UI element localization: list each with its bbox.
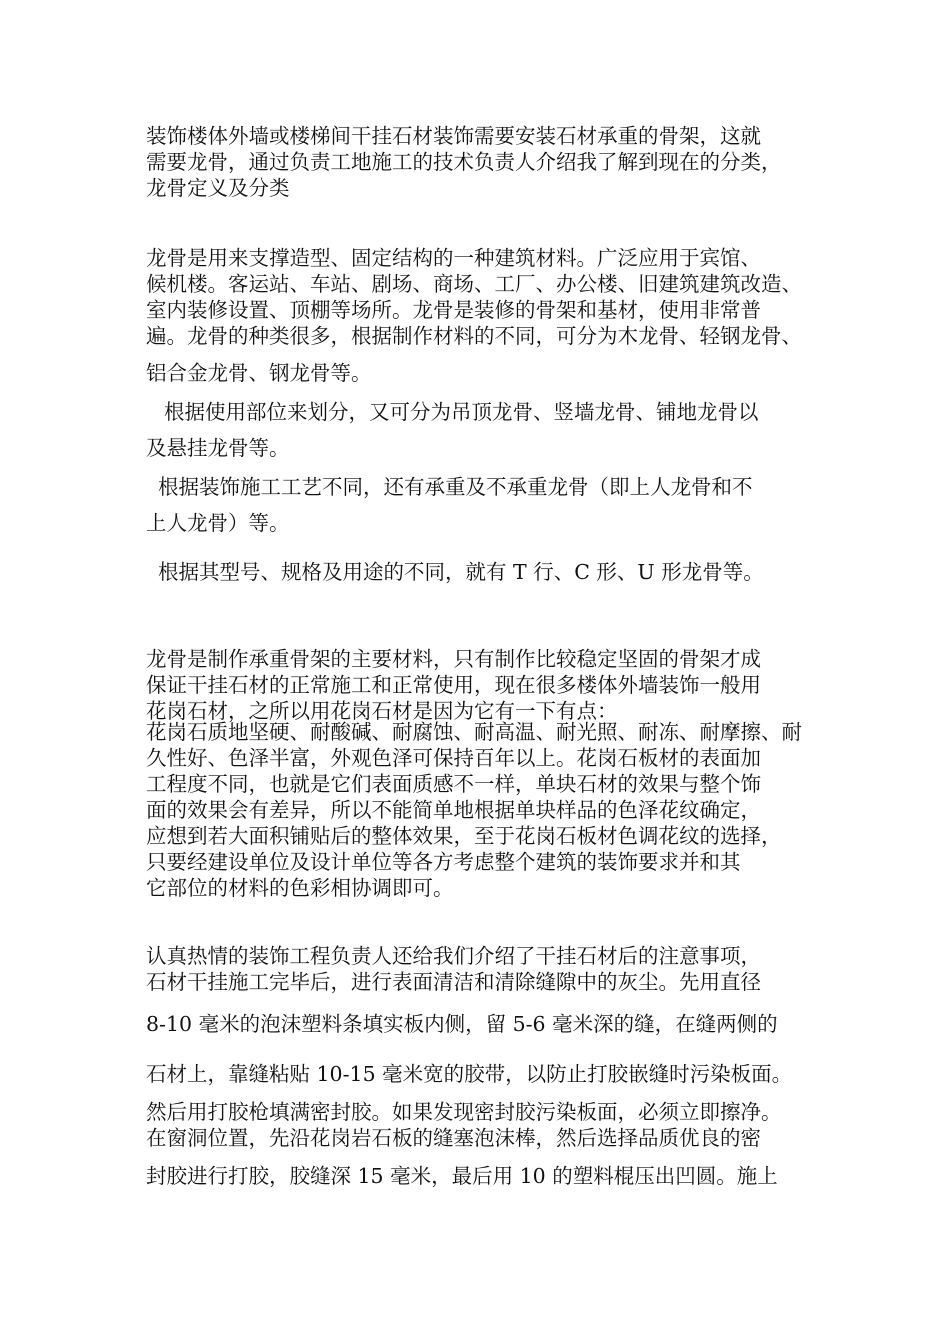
text-line: 保证干挂石材的正常施工和正常使用，现在很多楼体外墙装饰一般用 — [146, 673, 761, 697]
text-line: 室内装修设置、顶棚等场所。龙骨是装修的骨架和基材，使用非常普 — [146, 298, 761, 322]
text-line: 候机楼。客运站、车站、剧场、商场、工厂、办公楼、旧建筑建筑改造、 — [146, 272, 802, 296]
text-line: 只要经建设单位及设计单位等各方考虑整个建筑的装饰要求并和其 — [146, 850, 741, 874]
text-line: 在窗洞位置，先沿花岗岩石板的缝塞泡沫棒，然后选择品质优良的密 — [146, 1126, 761, 1150]
text-line: 花岗石材，之所以用花岗石材是因为它有一下有点： — [146, 699, 618, 723]
text-line: 8-10 毫米的泡沫塑料条填实板内侧，留 5-6 毫米深的缝，在缝两侧的 — [146, 1012, 778, 1036]
text-line: 及悬挂龙骨等。 — [146, 436, 290, 460]
text-line: 遍。龙骨的种类很多，根据制作材料的不同，可分为木龙骨、轻钢龙骨、 — [146, 324, 802, 348]
text-line: 石材上，靠缝粘贴 10-15 毫米宽的胶带，以防止打胶嵌缝时污染板面。 — [146, 1062, 793, 1086]
text-line: 认真热情的装饰工程负责人还给我们介绍了干挂石材后的注意事项， — [146, 944, 761, 968]
text-line: 需要龙骨，通过负责工地施工的技术负责人介绍我了解到现在的分类， — [146, 150, 782, 174]
text-line: 龙骨定义及分类 — [146, 176, 290, 200]
text-line: 久性好、色泽半富，外观色泽可保持百年以上。花岗石板材的表面加 — [146, 746, 761, 770]
text-line: 根据其型号、规格及用途的不同，就有 T 行、C 形、U 形龙骨等。 — [158, 560, 764, 584]
text-line: 然后用打胶枪填满密封胶。如果发现密封胶污染板面，必须立即擦净。 — [146, 1100, 782, 1124]
text-line: 应想到若大面积铺贴后的整体效果，至于花岗石板材色调花纹的选择， — [146, 824, 782, 848]
text-line: 花岗石质地坚硬、耐酸碱、耐腐蚀、耐高温、耐光照、耐冻、耐摩擦、耐 — [146, 720, 802, 744]
text-line: 龙骨是用来支撑造型、固定结构的一种建筑材料。广泛应用于宾馆、 — [146, 246, 761, 270]
text-line: 封胶进行打胶，胶缝深 15 毫米，最后用 10 的塑料棍压出凹圆。施上 — [146, 1164, 778, 1188]
text-line: 石材干挂施工完毕后，进行表面清洁和清除缝隙中的灰尘。先用直径 — [146, 970, 761, 994]
text-line: 上人龙骨）等。 — [146, 511, 290, 535]
text-line: 铝合金龙骨、钢龙骨等。 — [146, 361, 372, 385]
text-line: 面的效果会有差异，所以不能简单地根据单块样品的色泽花纹确定， — [146, 798, 761, 822]
text-line: 装饰楼体外墙或楼梯间干挂石材装饰需要安装石材承重的骨架，这就 — [146, 124, 761, 148]
text-line: 它部位的材料的色彩相协调即可。 — [146, 876, 454, 900]
text-line: 工程度不同，也就是它们表面质感不一样，单块石材的效果与整个饰 — [146, 772, 761, 796]
text-line: 根据使用部位来划分，又可分为吊顶龙骨、竖墙龙骨、铺地龙骨以 — [164, 400, 759, 424]
text-line: 根据装饰施工工艺不同，还有承重及不承重龙骨（即上人龙骨和不 — [158, 475, 753, 499]
text-line: 龙骨是制作承重骨架的主要材料，只有制作比较稳定坚固的骨架才成 — [146, 647, 761, 671]
